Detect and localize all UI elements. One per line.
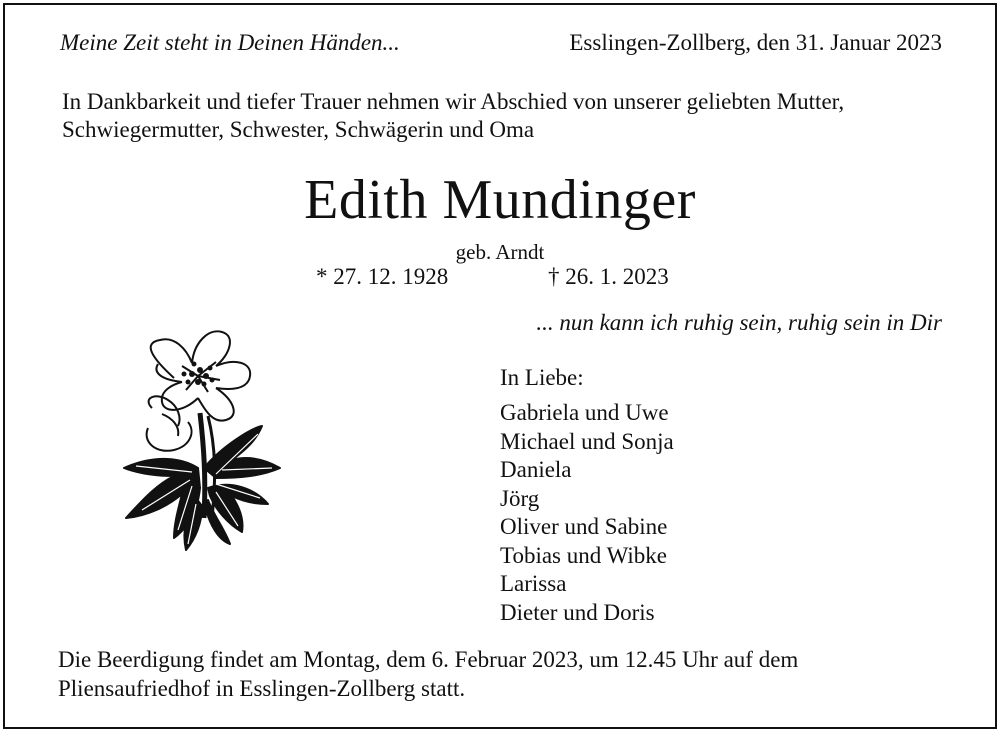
birth-date: * 27. 12. 1928: [316, 264, 449, 289]
funeral-line: Die Beerdigung findet am Montag, dem 6. Februar 2023, um 12.45 Uhr auf dem: [58, 647, 799, 672]
family-member: Gabriela und Uwe: [500, 400, 669, 425]
family-member: Michael und Sonja: [500, 428, 674, 454]
family-heading: In Liebe:: [500, 365, 584, 390]
funeral-line: Pliensaufriedhof in Esslingen-Zollberg statt.: [58, 676, 466, 701]
funeral-info: [58, 645, 958, 703]
family-member: Larissa: [500, 571, 567, 596]
christmas-rose-flower-icon: [112, 318, 292, 568]
verse: ... nun kann ich ruhig sein, ruhig sein in Dir: [536, 310, 942, 335]
family-member: Jörg: [500, 485, 540, 511]
motto: Meine Zeit steht in Deinen Händen...: [60, 30, 400, 55]
intro-line: In Dankbarkeit und tiefer Trauer nehmen wir Abschied von unserer geliebten Mutter,: [62, 89, 845, 114]
family-list: [500, 365, 674, 627]
maiden-name: geb. Arndt: [455, 240, 545, 264]
family-member: Tobias und Wibke: [500, 542, 667, 568]
death-date: † 26. 1. 2023: [548, 264, 669, 289]
family-member: Dieter und Doris: [500, 599, 655, 625]
family-member: Daniela: [500, 457, 572, 482]
intro-line: Schwiegermutter, Schwester, Schwägerin und Oma: [62, 117, 535, 142]
intro-text: [62, 88, 962, 144]
place-and-date: Esslingen-Zollberg, den 31. Januar 2023: [569, 30, 942, 55]
deceased-name: Edith Mundinger: [304, 169, 696, 231]
family-member: Oliver und Sabine: [500, 514, 668, 539]
